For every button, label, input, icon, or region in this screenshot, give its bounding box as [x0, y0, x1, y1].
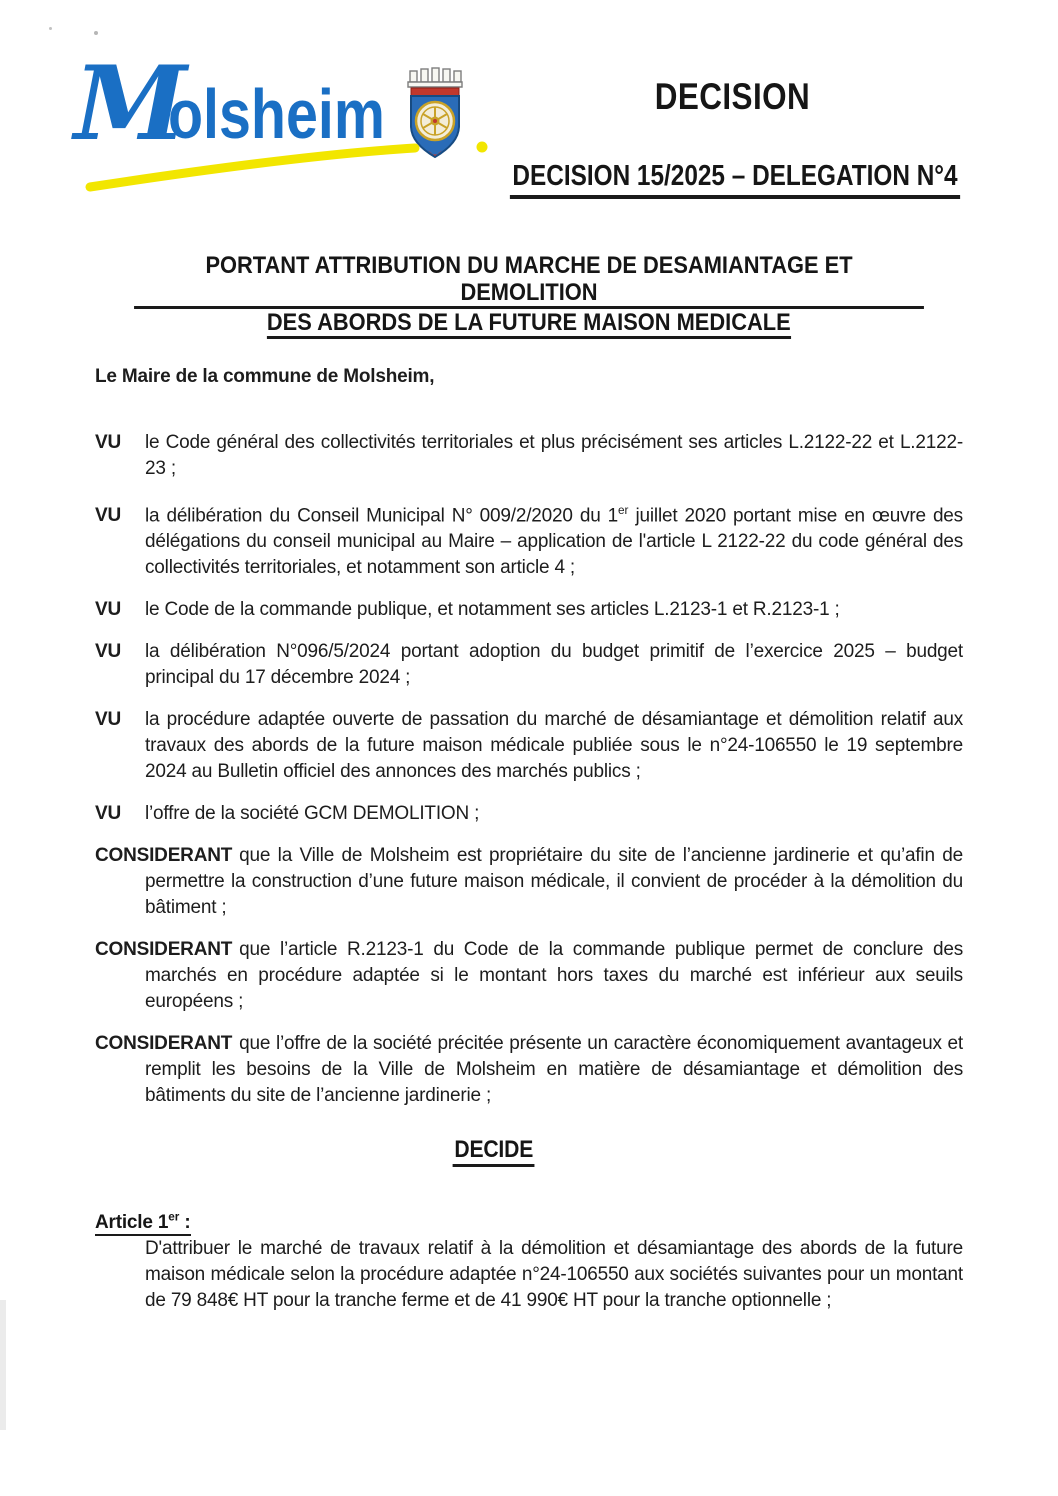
article-heading-colon: : [179, 1211, 191, 1233]
clause-text: juillet 2020 portant mise en œuvre des délégations du conseil municipal au Maire – application de l'article L 2122-22 du code général des collectivités territoriales, et notamment son article 4 ; [145, 505, 963, 579]
scan-artifact-dot [49, 27, 52, 30]
decide-text: DECIDE [453, 1137, 535, 1167]
article-1-heading [95, 1204, 963, 1235]
molsheim-logo-wordmark: olsheim [168, 75, 385, 153]
clause-considerant-2 [95, 937, 963, 1015]
clause-text: que l’article R.2123-1 du Code de la commande publique permet de conclure des marchés en procédure adaptée si le montant hors taxes du marché est inférieur aux seuils européens ; [145, 939, 963, 1013]
clause-text: la procédure adaptée ouverte de passation du marché de désamiantage et démolition relatif aux travaux des abords de la future maison médicale publiée sous le n°24-106550 le 19 septembre 2024 au Bulletin officiel des annonces des marchés publics ; [145, 709, 963, 783]
clause-label: VU [95, 803, 121, 825]
clause-label: VU [95, 432, 121, 453]
clause-label: VU [95, 599, 121, 621]
clause-label: CONSIDERANT [95, 1033, 233, 1055]
clause-vu-1 [95, 430, 963, 482]
scan-artifact-edge [0, 1300, 6, 1430]
decision-reference-text: DECISION 15/2025 – DELEGATION N°4 [510, 160, 960, 199]
clause-vu-2 [95, 498, 963, 581]
document-type-text: DECISION [654, 76, 811, 117]
clause-vu-3 [95, 597, 963, 623]
document-type-heading [500, 76, 965, 118]
clause-label: CONSIDERANT [95, 939, 233, 961]
article-1-body: D'attribuer le marché de travaux relatif à la démolition et désamiantage des abords de la future maison médicale selon la procédure adaptée n°24-106550 aux sociétés suivantes pour un montant de 79 848€ HT pour la tranche ferme et de 41 990€ HT pour la tranche optionnelle ; [145, 1237, 963, 1311]
clause-vu-4 [95, 639, 963, 691]
clause-considerant-3 [95, 1031, 963, 1109]
clause-text: le Code général des collectivités territoriales et plus précisément ses articles L.2122-22 et L.2122-23 ; [145, 432, 963, 479]
document-body [95, 364, 963, 1314]
logo-swoosh-underline [78, 136, 510, 200]
clause-considerant-1 [95, 843, 963, 921]
clause-vu-5 [95, 707, 963, 785]
scan-artifact-dot [94, 31, 98, 35]
subject-line-1: PORTANT ATTRIBUTION DU MARCHE DE DESAMIANTAGE ET DEMOLITION [134, 252, 924, 309]
clause-label: VU [95, 709, 121, 731]
molsheim-logo-monogram: M [74, 44, 187, 164]
clause-text: l’offre de la société GCM DEMOLITION ; [145, 803, 480, 825]
decision-reference-heading [455, 160, 1015, 199]
clause-label: CONSIDERANT [95, 845, 233, 867]
clause-text: le Code de la commande publique, et notamment ses articles L.2123-1 et R.2123-1 ; [145, 599, 840, 621]
subject-line-2: DES ABORDS DE LA FUTURE MAISON MEDICALE [267, 309, 791, 339]
document-subject [95, 252, 963, 339]
ordinal-superscript: er [617, 504, 629, 517]
clause-label: VU [95, 505, 121, 527]
clause-text: la délibération du Conseil Municipal N° 009/2/2020 du 1 [145, 505, 618, 527]
opening-line: Le Maire de la commune de Molsheim, [95, 366, 435, 387]
clause-text: la délibération N°096/5/2024 portant adoption du budget primitif de l’exercice 2025 – budget principal du 17 décembre 2024 ; [145, 641, 963, 689]
clause-text: que la Ville de Molsheim est propriétaire du site de l’ancienne jardinerie et qu’afin de permettre la construction d’une future maison médicale, il convient de procéder à la démolition du bâtiment ; [145, 845, 963, 919]
clause-label: VU [95, 641, 121, 663]
clause-text: que l’offre de la société précitée présente un caractère économiquement avantageux et remplit les besoins de la Ville de Molsheim en matière de désamiantage et démolition des bâtiments du site de l’ancienne jardinerie ; [145, 1033, 963, 1107]
decide-heading [95, 1137, 963, 1167]
article-heading-text: Article 1 [95, 1211, 169, 1233]
clause-vu-6 [95, 801, 963, 827]
ordinal-superscript: er [168, 1210, 180, 1224]
